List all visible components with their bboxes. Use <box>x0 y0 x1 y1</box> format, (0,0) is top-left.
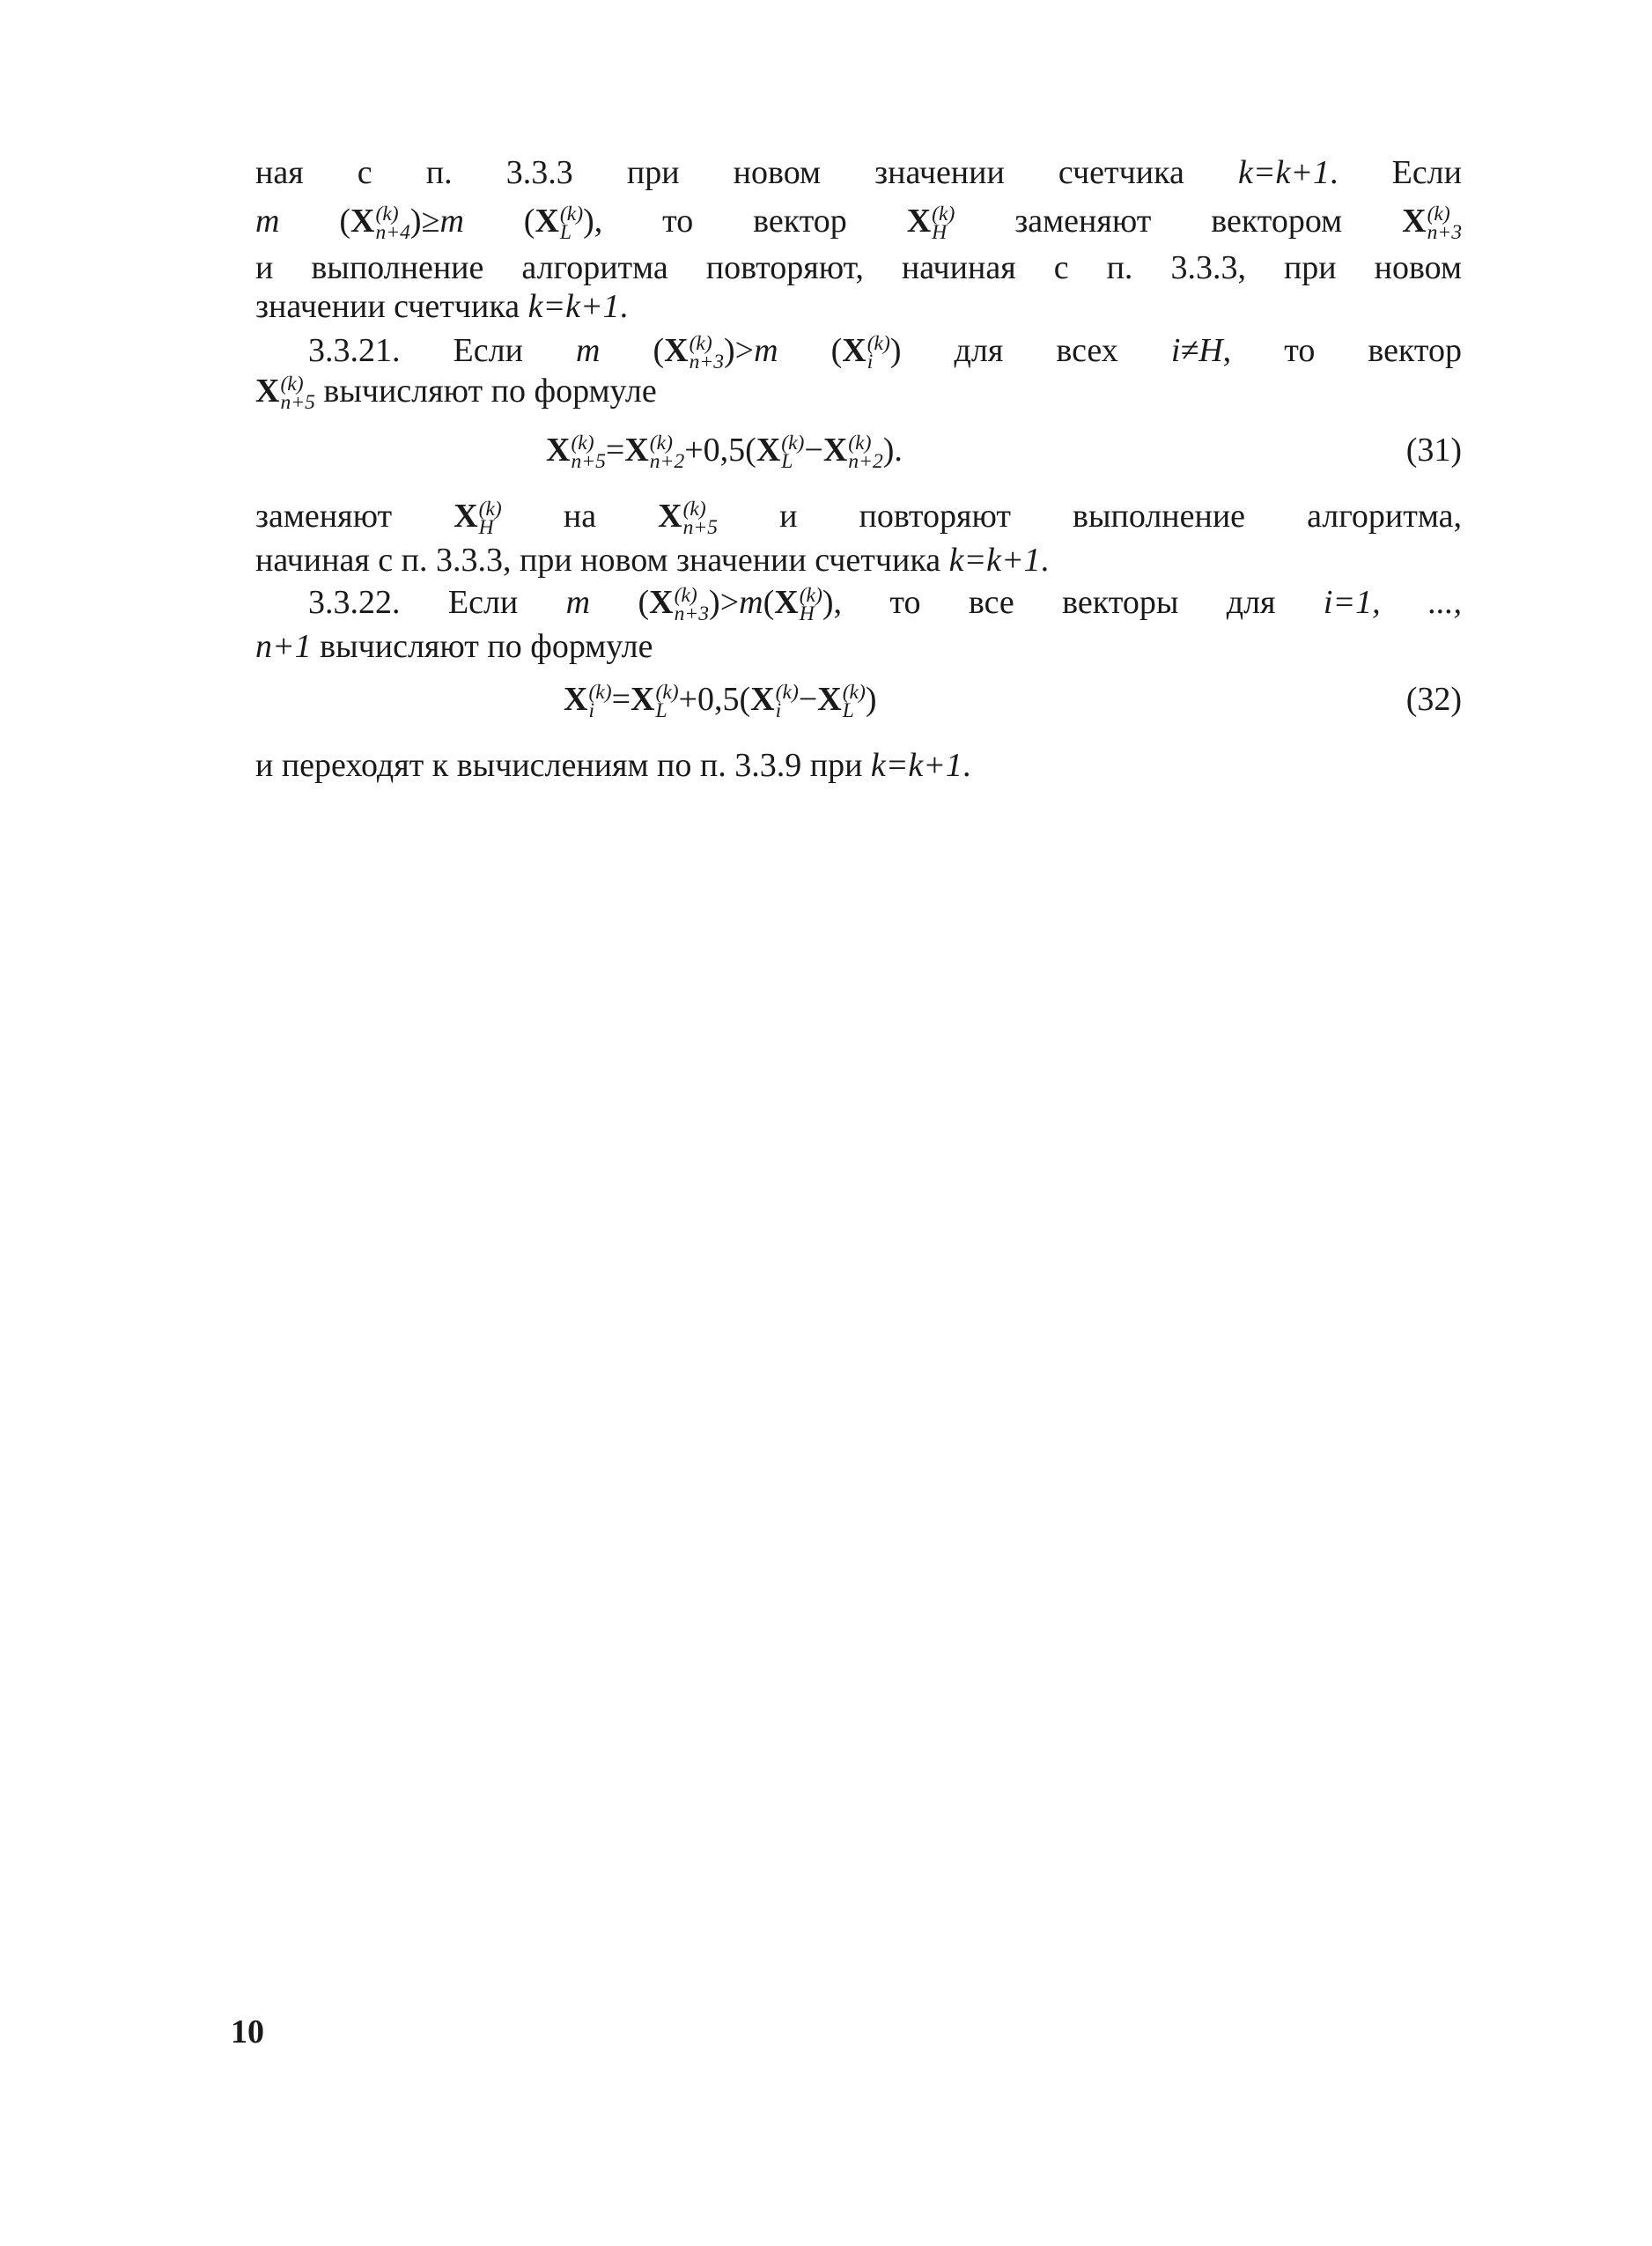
text-line-9 <box>255 537 1462 583</box>
text-line-13 <box>255 743 1462 788</box>
vector-symbol: X <box>454 498 478 535</box>
vector-scripts <box>867 332 890 374</box>
operator: ) <box>865 681 877 718</box>
subscript: H <box>799 602 815 626</box>
text-line-4 <box>255 284 1462 329</box>
operator: ). <box>882 432 903 469</box>
text-span: . <box>1040 542 1050 579</box>
vector-symbol: X <box>1402 203 1427 240</box>
math-expression: n+1 <box>255 628 312 665</box>
text-span: ( <box>279 203 351 240</box>
vector-symbol: X <box>822 432 848 469</box>
vector-symbol: X <box>255 373 280 410</box>
text-line-2 <box>255 198 1462 244</box>
vector-symbol: X <box>350 203 375 240</box>
text-span: , то вектор <box>1222 332 1463 369</box>
subscript: n+4 <box>375 221 410 245</box>
superscript: (k) <box>799 584 822 608</box>
operator: = <box>611 681 631 718</box>
vector-symbol: X <box>756 432 781 469</box>
math-symbol: m <box>439 203 464 240</box>
math-expression: k=k+1 <box>527 288 620 325</box>
vector-scripts <box>842 681 866 723</box>
vector-scripts <box>932 203 955 245</box>
subscript: L <box>559 221 572 245</box>
vector-scripts <box>689 332 724 374</box>
vector-scripts <box>649 432 685 474</box>
text-span: ( <box>600 332 665 369</box>
superscript: (k) <box>588 681 612 705</box>
equation-number-31: (31) <box>1405 432 1462 469</box>
subscript: n+5 <box>571 450 606 474</box>
vector-symbol: X <box>658 498 682 535</box>
vector-scripts <box>781 432 805 474</box>
math-expression: k=k+1 <box>948 542 1041 579</box>
text-span: ( <box>763 584 775 621</box>
page-number: 10 <box>231 2013 264 2050</box>
text-span: и повторяют выполнение алгоритма, <box>718 498 1462 535</box>
vector-scripts <box>280 373 315 415</box>
text-line-11 <box>255 624 1462 669</box>
subscript: n+2 <box>649 450 685 474</box>
operator: +0,5( <box>678 681 751 718</box>
superscript: (k) <box>775 681 799 705</box>
vector-symbol: X <box>817 681 842 718</box>
superscript: (k) <box>1427 203 1450 226</box>
text-span: ), то вектор <box>583 203 907 240</box>
text-line-3: и выполнение алгоритма повторяют, начиная с п. 3.3.3, при новом <box>255 249 1462 286</box>
superscript: (k) <box>848 432 872 455</box>
superscript: (k) <box>655 681 679 705</box>
superscript: (k) <box>689 332 712 356</box>
text-span: заменяют вектором <box>955 203 1403 240</box>
vector-symbol: X <box>564 681 588 718</box>
subscript: H <box>932 221 948 245</box>
vector-scripts <box>375 203 410 245</box>
text-span: ), то все векторы для <box>822 584 1324 621</box>
vector-symbol: X <box>546 432 571 469</box>
math-expression: i=1, ..., <box>1323 584 1462 621</box>
subscript: n+5 <box>682 516 719 540</box>
text-span: . <box>619 288 629 325</box>
subscript: n+3 <box>674 602 710 626</box>
math-symbol: m <box>754 332 778 369</box>
text-span: )> <box>709 584 740 621</box>
vector-scripts <box>799 584 822 626</box>
subscript: H <box>478 516 494 540</box>
superscript: (k) <box>674 584 697 608</box>
superscript: (k) <box>867 332 890 356</box>
vector-symbol: X <box>906 203 932 240</box>
vector-symbol: X <box>842 332 867 369</box>
text-span: вычисляют по формуле <box>311 628 653 665</box>
superscript: (k) <box>842 681 866 705</box>
vector-scripts <box>588 681 612 723</box>
vector-symbol: X <box>624 432 649 469</box>
vector-symbol: X <box>750 681 775 718</box>
vector-scripts <box>1427 203 1463 245</box>
formula-31 <box>546 427 903 473</box>
subscript: n+5 <box>280 391 315 415</box>
vector-scripts <box>655 681 679 723</box>
operator: +0,5( <box>684 432 756 469</box>
text-span: . Если <box>1329 154 1462 191</box>
vector-symbol: X <box>535 203 559 240</box>
math-expression: k=k+1 <box>1237 154 1330 191</box>
subscript: i <box>775 699 782 723</box>
math-symbol: m <box>565 584 591 621</box>
text-line-1 <box>255 150 1462 196</box>
math-expression: k=k+1 <box>870 747 962 784</box>
vector-scripts <box>775 681 799 723</box>
vector-symbol: X <box>664 332 689 369</box>
superscript: (k) <box>682 498 706 521</box>
operator: − <box>804 432 823 469</box>
vector-scripts <box>848 432 883 474</box>
vector-scripts <box>682 498 719 540</box>
subscript: i <box>588 699 594 723</box>
superscript: (k) <box>280 373 304 396</box>
vector-scripts <box>674 584 710 626</box>
subscript: i <box>867 351 874 374</box>
text-span: заменяют <box>255 498 454 535</box>
text-span: ) для всех <box>889 332 1171 369</box>
superscript: (k) <box>571 432 594 455</box>
vector-scripts <box>559 203 584 245</box>
subscript: n+2 <box>848 450 883 474</box>
text-span: . <box>962 747 971 784</box>
vector-symbol: X <box>649 584 674 621</box>
text-span: ( <box>590 584 650 621</box>
text-span: 3.3.21. Если <box>308 332 576 369</box>
vector-scripts <box>571 432 606 474</box>
text-span: значении счетчика <box>255 288 528 325</box>
text-span: начиная с п. 3.3.3, при новом значении счетчика <box>255 542 949 579</box>
text-line-10 <box>308 580 1462 625</box>
subscript: L <box>842 699 854 723</box>
operator: − <box>798 681 818 718</box>
text-line-5 <box>308 328 1462 373</box>
math-symbol: m <box>255 203 280 240</box>
subscript: L <box>655 699 667 723</box>
text-span: вычисляют по формуле <box>314 373 657 410</box>
equation-number-32: (32) <box>1405 681 1462 718</box>
superscript: (k) <box>559 203 584 226</box>
superscript: (k) <box>781 432 805 455</box>
subscript: n+3 <box>1427 221 1463 245</box>
vector-scripts <box>478 498 502 540</box>
subscript: L <box>781 450 793 474</box>
math-expression: i≠H <box>1170 332 1223 369</box>
superscript: (k) <box>478 498 502 521</box>
operator: = <box>605 432 625 469</box>
vector-symbol: X <box>774 584 799 621</box>
superscript: (k) <box>375 203 399 226</box>
text-span: )> <box>724 332 755 369</box>
superscript: (k) <box>649 432 673 455</box>
text-span: и переходят к вычислениям по п. 3.3.9 при <box>255 747 871 784</box>
text-span: ная с п. 3.3.3 при новом значении счетчика <box>255 154 1238 191</box>
math-symbol: m <box>739 584 763 621</box>
text-span: ( <box>463 203 535 240</box>
text-span: ( <box>778 332 843 369</box>
vector-symbol: X <box>631 681 655 718</box>
text-span: )≥ <box>409 203 440 240</box>
formula-32 <box>564 676 877 722</box>
text-span: 3.3.22. Если <box>308 584 566 621</box>
subscript: n+3 <box>689 351 724 374</box>
text-line-8 <box>255 493 1462 539</box>
text-line-6 <box>255 368 1462 414</box>
superscript: (k) <box>932 203 955 226</box>
text-span: на <box>501 498 659 535</box>
math-symbol: m <box>575 332 601 369</box>
